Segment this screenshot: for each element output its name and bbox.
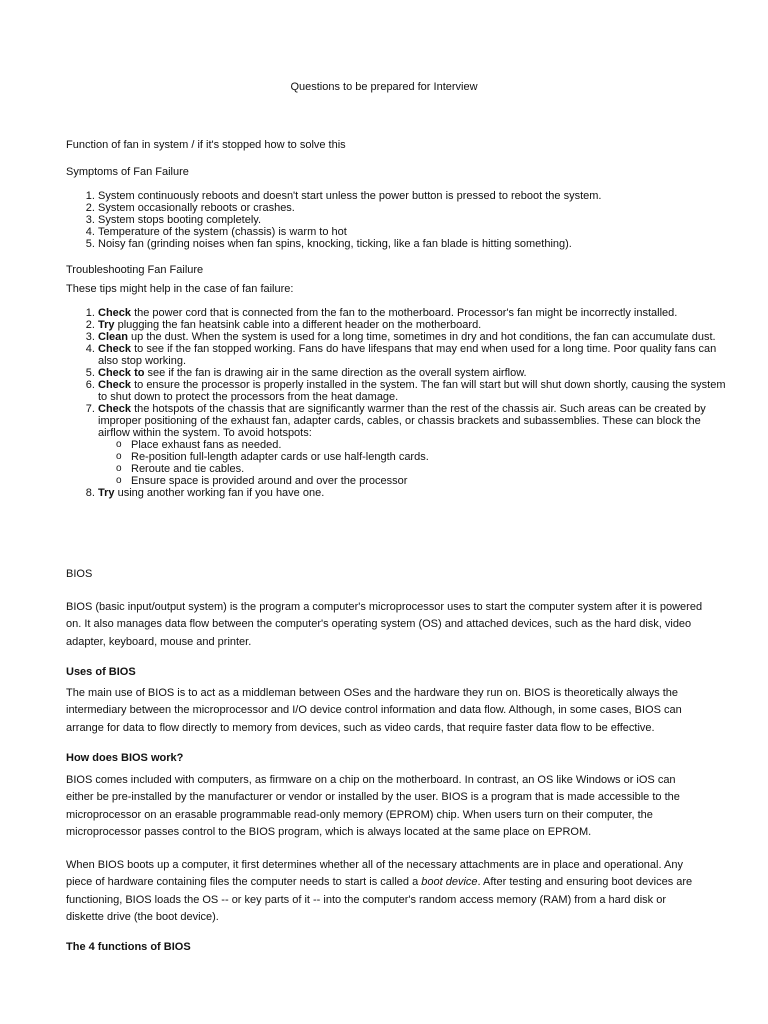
tip-text: the power cord that is connected from the fan to the motherboard. Processor's fan might be incorrectly installed. <box>131 307 678 319</box>
tip-keyword: Check <box>98 379 132 391</box>
how-text-1: BIOS comes included with computers, as firmware on a chip on the motherboard. In contrast, an OS like Windows or iOS can either be pre-installed by the manufacturer or vendor or installed by the user. BIOS is a program that is made accessible to the microprocessor on an erasable programmable read-only memory (EPROM) chip. When users turn on their computer, the microprocessor passes control to the BIOS program, which is always located at the same place on EPROM. <box>66 774 680 838</box>
tip-keyword: Try <box>98 319 115 331</box>
how-text-2-part-2: . After testing and ensuring boot devices are functioning, BIOS loads the OS -- or key parts of it -- into the computer's random access memory (RAM) from a hard disk or diskette drive (the boot device). <box>66 876 693 923</box>
list-item <box>98 343 728 367</box>
functions-heading: The 4 functions of BIOS <box>66 941 191 953</box>
tip-keyword: Check <box>98 307 132 319</box>
tip-keyword: Try <box>98 487 115 499</box>
uses-heading: Uses of BIOS <box>66 666 136 678</box>
list-item <box>98 319 728 331</box>
bios-definition: BIOS (basic input/output system) is the program a computer's microprocessor uses to start the computer system after it is powered on. It also manages data flow between the computer's operating system (OS) and attached devices, such as the hard disk, video adapter, keyboard, mouse and printer. <box>66 601 703 648</box>
tip-keyword: Check <box>98 343 132 355</box>
tip-keyword: Clean <box>98 331 128 343</box>
tip-text: the hotspots of the chassis that are significantly warmer than the rest of the chassis air. Such areas can be created by improper positioning of the exhaust fan, adapter cards, cables, or chassis brackets and subassemblies. These can block the airflow within the system. To avoid hotspots: <box>98 403 706 439</box>
tips-intro: These tips might help in the case of fan failure: <box>66 283 294 295</box>
list-item <box>98 487 728 499</box>
tip-text: plugging the fan heatsink cable into a different header on the motherboard. <box>114 319 482 331</box>
tip-text: using another working fan if you have one. <box>114 487 325 499</box>
list-item <box>98 379 728 403</box>
list-item: 5. Noisy fan (grinding noises when fan spins, knocking, ticking, like a fan blade is hitting something). <box>98 238 738 250</box>
tips-list <box>66 307 728 499</box>
sublist-item: o Reroute and tie cables. <box>98 463 728 475</box>
list-item <box>98 307 728 319</box>
tip-text: to see if the fan stopped working. Fans do have lifespans that may end when used for a long time. Poor quality fans can also stop working. <box>98 343 717 367</box>
how-text-2 <box>66 857 706 926</box>
list-item <box>98 331 728 343</box>
list-item: 4. Temperature of the system (chassis) is warm to hot <box>98 226 738 238</box>
boot-device-term: boot device <box>421 876 478 889</box>
tip-text: see if the fan is drawing air in the same direction as the overall system airflow. <box>144 367 527 379</box>
tip-text: to ensure the processor is properly installed in the system. The fan will start but will shut down shortly, causing the system to shut down to protect the processors from the heat damage. <box>98 379 726 403</box>
uses-text: The main use of BIOS is to act as a middleman between OSes and the hardware they run on. BIOS is theoretically always the intermediary between the microprocessor and I/O device control information and data flow. Although, in some cases, BIOS can arrange for data to flow directly to memory from devices, such as video cards, that require faster data flow to be effective. <box>66 687 682 734</box>
how-heading: How does BIOS work? <box>66 752 184 764</box>
tip-keyword: Check to <box>98 367 145 379</box>
tip-keyword: Check <box>98 403 132 415</box>
list-item: 3. System stops booting completely. <box>98 214 738 226</box>
how-text-2-part-1: When BIOS boots up a computer, it first determines whether all of the necessary attachments are in place and operational. Any piece of hardware containing files the computer needs to start is called a <box>66 859 683 889</box>
tip-text: up the dust. When the system is used for a long time, sometimes in dry and hot conditions, the fan can accumulate dust. <box>127 331 716 343</box>
symptoms-list <box>66 190 738 250</box>
list-item: 2. System occasionally reboots or crashes. <box>98 202 738 214</box>
sublist-item: o Re-position full-length adapter cards or use half-length cards. <box>98 451 728 463</box>
sublist-item: o Place exhaust fans as needed. <box>98 439 728 451</box>
list-item: 1. System continuously reboots and doesn't start unless the power button is pressed to reboot the system. <box>98 190 738 202</box>
sublist-item: o Ensure space is provided around and over the processor <box>98 475 728 487</box>
symptoms-heading: Symptoms of Fan Failure <box>66 166 189 178</box>
troubleshooting-heading: Troubleshooting Fan Failure <box>66 264 204 276</box>
page-title: Questions to be prepared for Interview <box>290 81 478 93</box>
bios-heading: BIOS <box>66 568 93 580</box>
fan-question: Function of fan in system / if it's stopped how to solve this <box>66 139 346 151</box>
list-item <box>98 403 728 487</box>
hotspot-sublist <box>98 439 728 487</box>
list-item <box>98 367 728 379</box>
